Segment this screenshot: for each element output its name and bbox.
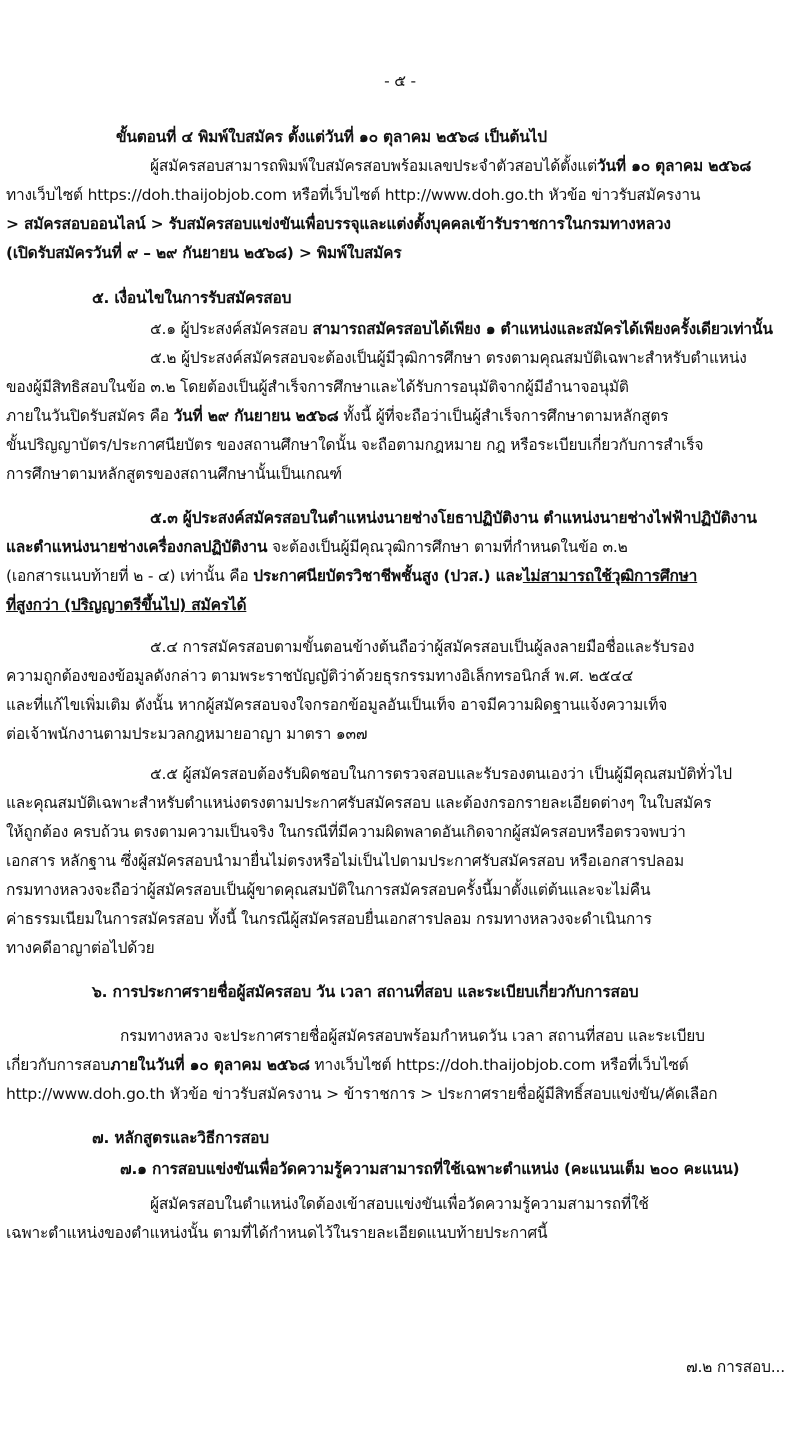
clause-5-4-line-1: ๕.๔ การสมัครสอบตามขั้นตอนข้างต้นถือว่าผู้สมัครสอบเป็นผู้ลงลายมือชื่อและรับรอง xyxy=(150,638,695,656)
clause-7-1-line-1: ผู้สมัครสอบในตำแหน่งใดต้องเข้าสอบแข่งขันเพื่อวัดความรู้ความสามารถที่ใช้ xyxy=(150,1195,649,1213)
clause-5-3-line-1: ๕.๓ ผู้ประสงค์สมัครสอบในตำแหน่งนายช่างโยธาปฏิบัติงาน ตำแหน่งนายช่างไฟฟ้าปฏิบัติงาน xyxy=(150,509,757,527)
clause-5-5-line-5: กรมทางหลวงจะถือว่าผู้สมัครสอบเป็นผู้ขาดคุณสมบัติในการสมัครสอบครั้งนี้มาตั้งแต่ต้นและจะไม่คืน xyxy=(6,881,651,899)
step4-paragraph-line-1: ผู้สมัครสอบสามารถพิมพ์ใบสมัครสอบพร้อมเลขประจำตัวสอบได้ตั้งแต่วันที่ ๑๐ ตุลาคม ๒๕๖๘ xyxy=(150,157,752,175)
clause-5-5-line-7: ทางคดีอาญาต่อไปด้วย xyxy=(6,939,155,957)
clause-5-4-line-3: และที่แก้ไขเพิ่มเติม ดังนั้น หากผู้สมัครสอบจงใจกรอกข้อมูลอันเป็นเท็จ อาจมีความผิดฐานแจ้งความเท็จ xyxy=(6,696,668,714)
clause-7-1-line-2: เฉพาะตำแหน่งของตำแหน่งนั้น ตามที่ได้กำหนดไว้ในรายละเอียดแนบท้ายประกาศนี้ xyxy=(6,1224,548,1242)
clause-5-2-line-5: การศึกษาตามหลักสูตรของสถานศึกษานั้นเป็นเกณฑ์ xyxy=(6,465,342,483)
clause-5-5-line-2: และคุณสมบัติเฉพาะสำหรับตำแหน่งตรงตามประกาศรับสมัครสอบ และต้องกรอกรายละเอียดต่างๆ ในใบสมัคร xyxy=(6,794,712,812)
clause-5-4-line-4: ต่อเจ้าพนักงานตามประมวลกฎหมายอาญา มาตรา ๑๓๗ xyxy=(6,725,368,743)
clause-5-5-line-6: ค่าธรรมเนียมในการสมัครสอบ ทั้งนี้ ในกรณีผู้สมัครสอบยื่นเอกสารปลอม กรมทางหลวงจะดำเนินการ xyxy=(6,910,652,928)
step4-paragraph-line-4: (เปิดรับสมัครวันที่ ๙ – ๒๙ กันยายน ๒๕๖๘) > พิมพ์ใบสมัคร xyxy=(6,244,402,262)
clause-5-5-line-1: ๕.๕ ผู้สมัครสอบต้องรับผิดชอบในการตรวจสอบและรับรองตนเองว่า เป็นผู้มีคุณสมบัติทั่วไป xyxy=(150,765,732,783)
clause-5-3-line-3: (เอกสารแนบท้ายที่ ๒ - ๔) เท่านั้น คือ ประกาศนียบัตรวิชาชีพชั้นสูง (ปวส.) และไม่สามารถใช้วุฒิการศึกษา xyxy=(6,567,698,585)
clause-5-5-line-3: ให้ถูกต้อง ครบถ้วน ตรงตามความเป็นจริง ในกรณีที่มีความผิดพลาดอันเกิดจากผู้สมัครสอบหรือตรวจพบว่า xyxy=(6,823,686,841)
section6-line-3: http://www.doh.go.th หัวข้อ ข่าวรับสมัครงาน > ข้าราชการ > ประกาศรายชื่อผู้มีสิทธิ์สอบแข่งขัน/คัดเลือก xyxy=(6,1085,718,1103)
clause-5-2-line-4: ขั้นปริญญาบัตร/ประกาศนียบัตร ของสถานศึกษาใดนั้น จะถือตามกฎหมาย กฎ หรือระเบียบเกี่ยวกับการสำเร็จ xyxy=(6,436,704,454)
step4-paragraph-line-2: ทางเว็บไซต์ https://doh.thaijobjob.com หรือที่เว็บไซต์ http://www.doh.go.th หัวข้อ ข่าวรับสมัครงาน xyxy=(6,186,701,204)
clause-5-2-line-1: ๕.๒ ผู้ประสงค์สมัครสอบจะต้องเป็นผู้มีวุฒิการศึกษา ตรงตามคุณสมบัติเฉพาะสำหรับตำแหน่ง xyxy=(150,349,747,367)
step4-paragraph-line-3: > สมัครสอบออนไลน์ > รับสมัครสอบแข่งขันเพื่อบรรจุและแต่งตั้งบุคคลเข้ารับราชการในกรมทางหลวง xyxy=(6,215,671,233)
clause-5-2-line-2: ของผู้มีสิทธิสอบในข้อ ๓.๒ โดยต้องเป็นผู้สำเร็จการศึกษาและได้รับการอนุมัติจากผู้มีอำนาจอนุมัติ xyxy=(6,378,629,396)
clause-5-3-line-4: ที่สูงกว่า (ปริญญาตรีขึ้นไป) สมัครได้ xyxy=(6,596,247,614)
clause-5-1: ๕.๑ ผู้ประสงค์สมัครสอบ สามารถสมัครสอบได้เพียง ๑ ตำแหน่งและสมัครได้เพียงครั้งเดียวเท่านั้น xyxy=(150,320,773,338)
clause-5-3-line-2: และตำแหน่งนายช่างเครื่องกลปฏิบัติงาน จะต้องเป็นผู้มีคุณวุฒิการศึกษา ตามที่กำหนดในข้อ ๓.๒ xyxy=(6,538,628,556)
section7-heading: ๗. หลักสูตรและวิธีการสอบ xyxy=(92,1129,269,1147)
section6-line-1: กรมทางหลวง จะประกาศรายชื่อผู้สมัครสอบพร้อมกำหนดวัน เวลา สถานที่สอบ และระเบียบ xyxy=(120,1027,705,1045)
clause-5-4-line-2: ความถูกต้องของข้อมูลดังกล่าว ตามพระราชบัญญัติว่าด้วยธุรกรรมทางอิเล็กทรอนิกส์ พ.ศ. ๒๕๔๔ xyxy=(6,667,634,685)
section5-heading: ๕. เงื่อนไขในการรับสมัครสอบ xyxy=(92,289,292,307)
clause-7-1-heading: ๗.๑ การสอบแข่งขันเพื่อวัดความรู้ความสามารถที่ใช้เฉพาะตำแหน่ง (คะแนนเต็ม ๒๐๐ คะแนน) xyxy=(120,1160,740,1178)
page-number: - ๕ - xyxy=(384,72,416,90)
section6-heading: ๖. การประกาศรายชื่อผู้สมัครสอบ วัน เวลา สถานที่สอบ และระเบียบเกี่ยวกับการสอบ xyxy=(92,983,639,1001)
section6-line-2: เกี่ยวกับการสอบภายในวันที่ ๑๐ ตุลาคม ๒๕๖๘ ทางเว็บไซต์ https://doh.thaijobjob.com หรือที่เว็บไซต์ xyxy=(6,1056,689,1074)
clause-5-2-line-3: ภายในวันปิดรับสมัคร คือ วันที่ ๒๙ กันยายน ๒๕๖๘ ทั้งนี้ ผู้ที่จะถือว่าเป็นผู้สำเร็จการศึกษาตามหลักสูตร xyxy=(6,407,669,425)
continuation-note: ๗.๒ การสอบ... xyxy=(686,1358,785,1376)
step4-heading: ขั้นตอนที่ ๔ พิมพ์ใบสมัคร ตั้งแต่วันที่ ๑๐ ตุลาคม ๒๕๖๘ เป็นต้นไป xyxy=(116,128,547,146)
clause-5-5-line-4: เอกสาร หลักฐาน ซึ่งผู้สมัครสอบนำมายื่นไม่ตรงหรือไม่เป็นไปตามประกาศรับสมัครสอบ หรือเอกสารปลอม xyxy=(6,852,685,870)
